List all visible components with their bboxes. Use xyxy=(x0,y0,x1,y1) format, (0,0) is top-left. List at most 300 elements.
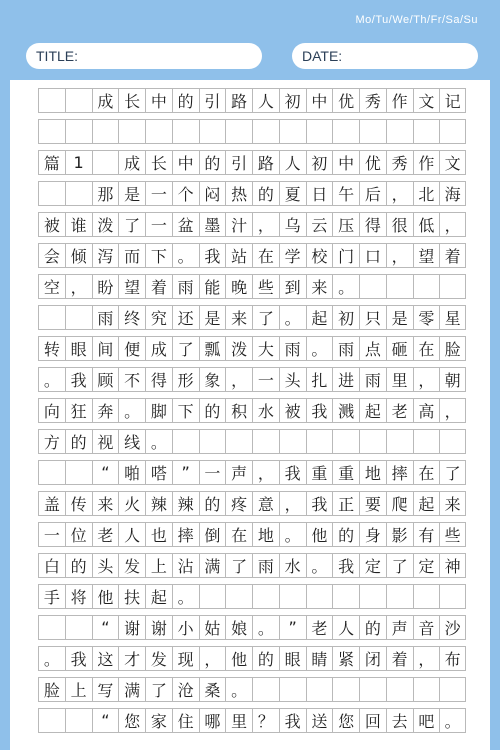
grid-cell: 姑 xyxy=(199,616,226,639)
grid-cell: 。 xyxy=(439,709,466,732)
grid-cell: 雨 xyxy=(92,306,119,329)
grid-cell: 发 xyxy=(145,647,172,670)
grid-cell: 人 xyxy=(279,151,306,174)
grid-cell: 有 xyxy=(413,523,440,546)
grid-cell: 要 xyxy=(359,492,386,515)
grid-cell: 紧 xyxy=(332,647,359,670)
grid-row xyxy=(38,181,466,206)
grid-cell: 线 xyxy=(118,430,145,453)
grid-cell xyxy=(65,461,92,484)
grid-cell: ， xyxy=(413,368,440,391)
grid-cell: ， xyxy=(386,182,413,205)
grid-cell: 我 xyxy=(65,368,92,391)
grid-cell xyxy=(306,678,333,701)
grid-cell: 的 xyxy=(199,492,226,515)
grid-cell: 定 xyxy=(359,554,386,577)
grid-cell: 晚 xyxy=(225,275,252,298)
grid-cell: 才 xyxy=(118,647,145,670)
grid-cell: 那 xyxy=(92,182,119,205)
grid-cell: 能 xyxy=(199,275,226,298)
grid-cell: 将 xyxy=(65,585,92,608)
grid-cell: 。 xyxy=(172,244,199,267)
grid-cell: 起 xyxy=(306,306,333,329)
grid-cell: 1 xyxy=(65,151,92,174)
grid-cell: 地 xyxy=(359,461,386,484)
grid-cell: 文 xyxy=(413,89,440,112)
grid-cell: 摔 xyxy=(386,461,413,484)
grid-row xyxy=(38,460,466,485)
grid-cell: ， xyxy=(279,492,306,515)
grid-cell: 音 xyxy=(413,616,440,639)
grid-cell: 满 xyxy=(199,554,226,577)
grid-cell: 点 xyxy=(359,337,386,360)
grid-cell: 作 xyxy=(413,151,440,174)
grid-cell: 意 xyxy=(252,492,279,515)
grid-cell xyxy=(65,709,92,732)
grid-cell: 身 xyxy=(359,523,386,546)
grid-cell xyxy=(38,709,65,732)
grid-cell: 回 xyxy=(359,709,386,732)
grid-cell: 您 xyxy=(118,709,145,732)
grid-cell: 沾 xyxy=(172,554,199,577)
grid-cell: 个 xyxy=(172,182,199,205)
grid-cell xyxy=(199,585,226,608)
grid-cell: 海 xyxy=(439,182,466,205)
grid-cell: 辣 xyxy=(172,492,199,515)
grid-cell xyxy=(65,182,92,205)
grid-cell: 。 xyxy=(38,368,65,391)
grid-cell: 您 xyxy=(332,709,359,732)
grid-cell xyxy=(359,678,386,701)
date-label: DATE: xyxy=(302,48,343,64)
right-border xyxy=(490,80,500,750)
grid-cell: 眼 xyxy=(65,337,92,360)
grid-cell: 雨 xyxy=(252,554,279,577)
grid-cell: 了 xyxy=(172,337,199,360)
grid-cell: 人 xyxy=(252,89,279,112)
grid-cell: 成 xyxy=(118,151,145,174)
grid-row xyxy=(38,243,466,268)
grid-cell xyxy=(38,120,65,143)
grid-cell xyxy=(65,89,92,112)
grid-cell xyxy=(252,585,279,608)
grid-row xyxy=(38,708,466,733)
grid-cell: 是 xyxy=(118,182,145,205)
grid-cell: 望 xyxy=(413,244,440,267)
grid-cell: 下 xyxy=(172,399,199,422)
grid-cell: ， xyxy=(439,213,466,236)
grid-cell: 高 xyxy=(413,399,440,422)
grid-cell: 他 xyxy=(92,585,119,608)
grid-cell xyxy=(306,120,333,143)
grid-cell: 瓢 xyxy=(199,337,226,360)
grid-cell: 了 xyxy=(386,554,413,577)
grid-cell: ， xyxy=(252,213,279,236)
grid-cell: 哪 xyxy=(199,709,226,732)
grid-cell: 嗒 xyxy=(145,461,172,484)
grid-cell: 顾 xyxy=(92,368,119,391)
grid-cell xyxy=(413,430,440,453)
grid-cell xyxy=(332,120,359,143)
grid-cell: 来 xyxy=(92,492,119,515)
header-band xyxy=(0,0,500,80)
grid-row xyxy=(38,336,466,361)
grid-cell: 在 xyxy=(413,337,440,360)
grid-cell: 空 xyxy=(38,275,65,298)
grid-cell xyxy=(279,585,306,608)
grid-cell: 下 xyxy=(145,244,172,267)
grid-cell: 引 xyxy=(225,151,252,174)
grid-cell: 摔 xyxy=(172,523,199,546)
title-label: TITLE: xyxy=(36,48,79,64)
grid-cell: 。 xyxy=(332,275,359,298)
grid-cell: 我 xyxy=(306,399,333,422)
grid-cell: 间 xyxy=(92,337,119,360)
grid-cell: 在 xyxy=(413,461,440,484)
grid-cell: 来 xyxy=(439,492,466,515)
grid-cell: 雨 xyxy=(359,368,386,391)
grid-cell xyxy=(38,182,65,205)
grid-row xyxy=(38,615,466,640)
grid-cell: 扎 xyxy=(306,368,333,391)
grid-cell: 。 xyxy=(306,337,333,360)
grid-cell xyxy=(145,120,172,143)
grid-cell: “ xyxy=(92,709,119,732)
grid-cell: 秀 xyxy=(386,151,413,174)
grid-cell: 来 xyxy=(225,306,252,329)
grid-cell: 长 xyxy=(118,89,145,112)
grid-row xyxy=(38,398,466,423)
grid-cell: 送 xyxy=(306,709,333,732)
grid-cell: 成 xyxy=(145,337,172,360)
composition-grid xyxy=(38,88,466,739)
grid-cell: 得 xyxy=(359,213,386,236)
grid-cell xyxy=(225,120,252,143)
grid-cell: 爬 xyxy=(386,492,413,515)
grid-cell: 些 xyxy=(439,523,466,546)
grid-cell: 闷 xyxy=(199,182,226,205)
grid-cell: 北 xyxy=(413,182,440,205)
grid-cell: 我 xyxy=(199,244,226,267)
grid-cell: 的 xyxy=(172,89,199,112)
grid-cell: 一 xyxy=(252,368,279,391)
grid-cell xyxy=(252,678,279,701)
grid-cell: 盼 xyxy=(92,275,119,298)
grid-cell: 水 xyxy=(279,554,306,577)
grid-cell: 到 xyxy=(279,275,306,298)
grid-cell xyxy=(413,585,440,608)
grid-cell: 小 xyxy=(172,616,199,639)
grid-cell: 娘 xyxy=(225,616,252,639)
grid-cell: 的 xyxy=(252,182,279,205)
grid-cell: 站 xyxy=(225,244,252,267)
grid-cell xyxy=(359,275,386,298)
grid-cell: 手 xyxy=(38,585,65,608)
grid-cell: 大 xyxy=(252,337,279,360)
grid-cell xyxy=(279,430,306,453)
grid-cell xyxy=(386,678,413,701)
grid-cell: 。 xyxy=(172,585,199,608)
grid-cell: 着 xyxy=(386,647,413,670)
grid-cell xyxy=(386,430,413,453)
grid-cell: 老 xyxy=(386,399,413,422)
grid-cell: 水 xyxy=(252,399,279,422)
grid-cell xyxy=(359,120,386,143)
grid-cell: 的 xyxy=(65,554,92,577)
grid-cell: 中 xyxy=(145,89,172,112)
grid-cell: 发 xyxy=(118,554,145,577)
grid-cell: 的 xyxy=(359,616,386,639)
grid-cell: 人 xyxy=(332,616,359,639)
grid-cell xyxy=(439,585,466,608)
grid-cell: 热 xyxy=(225,182,252,205)
grid-cell xyxy=(386,275,413,298)
grid-cell: 。 xyxy=(225,678,252,701)
grid-cell: 住 xyxy=(172,709,199,732)
grid-cell xyxy=(65,616,92,639)
grid-cell: 的 xyxy=(252,647,279,670)
grid-cell: 人 xyxy=(118,523,145,546)
grid-cell: 初 xyxy=(306,151,333,174)
grid-cell: 里 xyxy=(225,709,252,732)
grid-cell: 我 xyxy=(306,492,333,515)
grid-cell: 这 xyxy=(92,647,119,670)
grid-cell: 。 xyxy=(38,647,65,670)
grid-cell: 起 xyxy=(413,492,440,515)
grid-cell: 中 xyxy=(172,151,199,174)
grid-cell: 盆 xyxy=(172,213,199,236)
grid-cell: ， xyxy=(413,647,440,670)
grid-cell: 火 xyxy=(118,492,145,515)
grid-cell: 被 xyxy=(279,399,306,422)
grid-cell: ， xyxy=(252,461,279,484)
grid-cell: 砸 xyxy=(386,337,413,360)
grid-cell xyxy=(386,585,413,608)
grid-cell: 望 xyxy=(118,275,145,298)
grid-cell: 向 xyxy=(38,399,65,422)
grid-cell xyxy=(413,678,440,701)
grid-cell: 狂 xyxy=(65,399,92,422)
grid-cell: 是 xyxy=(199,306,226,329)
grid-cell: 在 xyxy=(252,244,279,267)
grid-cell: 我 xyxy=(65,647,92,670)
grid-cell: 终 xyxy=(118,306,145,329)
grid-cell xyxy=(38,89,65,112)
grid-cell: 象 xyxy=(199,368,226,391)
grid-cell: 我 xyxy=(332,554,359,577)
grid-cell xyxy=(332,430,359,453)
grid-cell xyxy=(386,120,413,143)
grid-cell: 积 xyxy=(225,399,252,422)
grid-cell: 了 xyxy=(145,678,172,701)
grid-cell: 头 xyxy=(279,368,306,391)
grid-cell: 地 xyxy=(252,523,279,546)
grid-cell: 影 xyxy=(386,523,413,546)
grid-cell: 成 xyxy=(92,89,119,112)
grid-cell xyxy=(332,585,359,608)
grid-cell: 桑 xyxy=(199,678,226,701)
grid-cell: 位 xyxy=(65,523,92,546)
grid-cell: 倒 xyxy=(199,523,226,546)
grid-cell xyxy=(65,120,92,143)
grid-cell: 了 xyxy=(439,461,466,484)
grid-cell xyxy=(332,678,359,701)
grid-cell: 传 xyxy=(65,492,92,515)
grid-cell: 正 xyxy=(332,492,359,515)
grid-row xyxy=(38,367,466,392)
grid-row xyxy=(38,646,466,671)
grid-cell: 方 xyxy=(38,430,65,453)
grid-row xyxy=(38,584,466,609)
grid-cell: 视 xyxy=(92,430,119,453)
grid-cell xyxy=(439,275,466,298)
grid-cell: 声 xyxy=(386,616,413,639)
grid-cell: 汁 xyxy=(225,213,252,236)
grid-cell: 一 xyxy=(199,461,226,484)
grid-cell: 。 xyxy=(145,430,172,453)
grid-cell: 学 xyxy=(279,244,306,267)
grid-cell xyxy=(279,120,306,143)
grid-cell xyxy=(439,430,466,453)
grid-cell: 白 xyxy=(38,554,65,577)
grid-cell: ？ xyxy=(252,709,279,732)
grid-cell xyxy=(38,306,65,329)
grid-cell: 校 xyxy=(306,244,333,267)
grid-cell: 定 xyxy=(413,554,440,577)
grid-cell: 得 xyxy=(145,368,172,391)
grid-cell: 脚 xyxy=(145,399,172,422)
grid-cell: 里 xyxy=(386,368,413,391)
grid-cell: 写 xyxy=(92,678,119,701)
grid-cell: 。 xyxy=(279,523,306,546)
grid-cell: 了 xyxy=(118,213,145,236)
grid-cell: 的 xyxy=(199,151,226,174)
grid-cell: 便 xyxy=(118,337,145,360)
grid-cell xyxy=(252,430,279,453)
grid-cell: 闭 xyxy=(359,647,386,670)
grid-cell: 泼 xyxy=(225,337,252,360)
grid-cell xyxy=(118,120,145,143)
left-border xyxy=(0,80,10,750)
grid-cell xyxy=(252,120,279,143)
grid-cell: 扶 xyxy=(118,585,145,608)
grid-cell: 睛 xyxy=(306,647,333,670)
grid-cell: ， xyxy=(225,368,252,391)
grid-cell: ” xyxy=(279,616,306,639)
grid-cell: 低 xyxy=(413,213,440,236)
grid-cell: 究 xyxy=(145,306,172,329)
grid-cell: 现 xyxy=(172,647,199,670)
grid-cell: 了 xyxy=(252,306,279,329)
grid-cell: 是 xyxy=(386,306,413,329)
grid-cell: 溅 xyxy=(332,399,359,422)
grid-cell: 进 xyxy=(332,368,359,391)
grid-cell: 初 xyxy=(279,89,306,112)
grid-cell: 零 xyxy=(413,306,440,329)
grid-cell: 而 xyxy=(118,244,145,267)
grid-cell: 布 xyxy=(439,647,466,670)
grid-cell: 中 xyxy=(306,89,333,112)
grid-cell: 雨 xyxy=(172,275,199,298)
grid-cell: 引 xyxy=(199,89,226,112)
grid-cell xyxy=(92,120,119,143)
grid-row xyxy=(38,212,466,237)
grid-cell: 雨 xyxy=(332,337,359,360)
grid-cell: 盖 xyxy=(38,492,65,515)
grid-cell xyxy=(199,430,226,453)
grid-cell: 去 xyxy=(386,709,413,732)
grid-row xyxy=(38,553,466,578)
grid-cell: 路 xyxy=(252,151,279,174)
grid-cell: 只 xyxy=(359,306,386,329)
grid-cell: 初 xyxy=(332,306,359,329)
date-field[interactable] xyxy=(292,43,478,69)
grid-cell: 一 xyxy=(38,523,65,546)
grid-cell: 他 xyxy=(306,523,333,546)
grid-cell: 中 xyxy=(332,151,359,174)
grid-row xyxy=(38,88,466,113)
grid-cell: 满 xyxy=(118,678,145,701)
grid-cell: 啪 xyxy=(118,461,145,484)
grid-cell: “ xyxy=(92,616,119,639)
grid-cell xyxy=(359,585,386,608)
weekday-selector: Mo/Tu/We/Th/Fr/Sa/Su xyxy=(355,14,478,26)
grid-cell: 起 xyxy=(359,399,386,422)
grid-cell xyxy=(413,120,440,143)
grid-cell: 老 xyxy=(92,523,119,546)
grid-cell: ， xyxy=(199,647,226,670)
grid-cell: 声 xyxy=(225,461,252,484)
grid-cell: 压 xyxy=(332,213,359,236)
grid-cell: 还 xyxy=(172,306,199,329)
title-field[interactable] xyxy=(26,43,262,69)
grid-cell xyxy=(172,430,199,453)
grid-cell: 神 xyxy=(439,554,466,577)
grid-cell xyxy=(306,585,333,608)
grid-cell: 转 xyxy=(38,337,65,360)
grid-cell: 被 xyxy=(38,213,65,236)
grid-cell: 头 xyxy=(92,554,119,577)
grid-cell: 我 xyxy=(279,461,306,484)
grid-cell: 来 xyxy=(306,275,333,298)
grid-cell: 重 xyxy=(332,461,359,484)
grid-cell: 路 xyxy=(225,89,252,112)
grid-cell: ” xyxy=(172,461,199,484)
grid-cell: 吧 xyxy=(413,709,440,732)
grid-cell: 谢 xyxy=(118,616,145,639)
grid-cell: 口 xyxy=(359,244,386,267)
grid-row xyxy=(38,522,466,547)
grid-cell xyxy=(199,120,226,143)
grid-cell: 。 xyxy=(118,399,145,422)
grid-cell: 乌 xyxy=(279,213,306,236)
grid-cell: 秀 xyxy=(359,89,386,112)
grid-cell: 我 xyxy=(279,709,306,732)
grid-cell: 形 xyxy=(172,368,199,391)
grid-cell xyxy=(359,430,386,453)
grid-cell: 日 xyxy=(306,182,333,205)
grid-cell: 很 xyxy=(386,213,413,236)
grid-row xyxy=(38,491,466,516)
grid-row xyxy=(38,274,466,299)
grid-cell: 泻 xyxy=(92,244,119,267)
grid-cell: 门 xyxy=(332,244,359,267)
grid-cell: ， xyxy=(439,399,466,422)
grid-cell: 后 xyxy=(359,182,386,205)
grid-cell: 奔 xyxy=(92,399,119,422)
grid-cell xyxy=(225,430,252,453)
grid-cell: 谢 xyxy=(145,616,172,639)
